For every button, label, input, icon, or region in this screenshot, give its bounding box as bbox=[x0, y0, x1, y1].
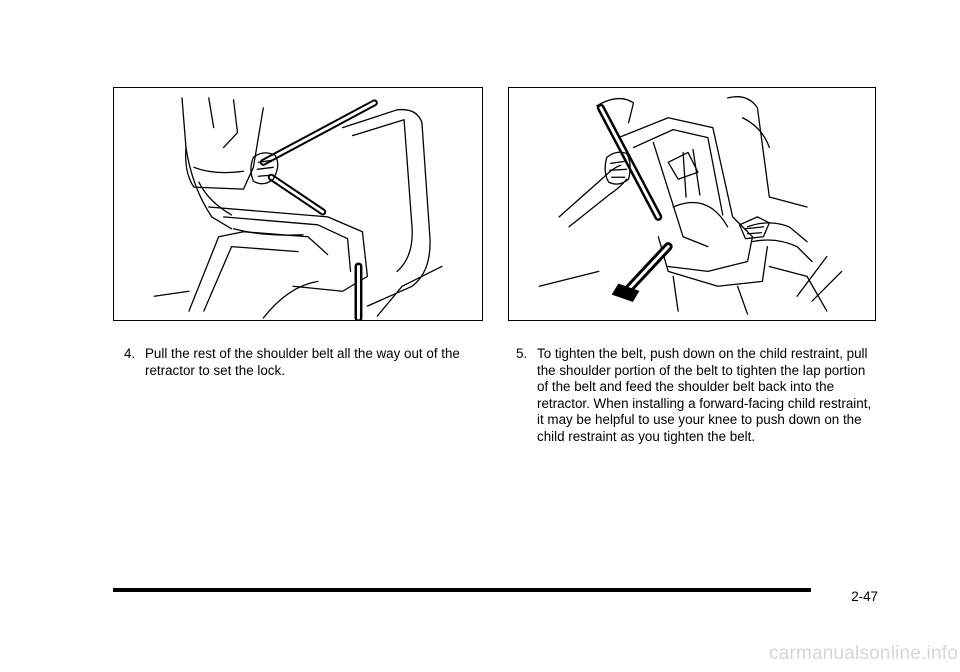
page-number: 2-47 bbox=[851, 589, 878, 604]
step-number: 5. bbox=[516, 346, 528, 361]
tighten-belt-illustration-icon bbox=[509, 88, 875, 320]
step-5 bbox=[516, 346, 876, 446]
step-number: 4. bbox=[124, 346, 136, 361]
step-4 bbox=[124, 346, 484, 379]
footer-rule bbox=[113, 588, 811, 592]
illustration-tighten-belt bbox=[508, 87, 876, 321]
illustration-pull-shoulder-belt bbox=[113, 87, 483, 321]
pull-shoulder-belt-illustration-icon bbox=[114, 88, 482, 320]
step-text: To tighten the belt, push down on the child restraint, pull the shoulder portion of the belt to tighten the lap portion of the belt and feed the shoulder belt back into the retractor. When installing a forward-facing child restraint, it may be helpful to use your knee to push down on the child restraint as you tighten the belt. bbox=[537, 346, 872, 444]
watermark: carmanualsonline.info bbox=[768, 643, 958, 664]
step-text: Pull the rest of the shoulder belt all the way out of the retractor to set the lock. bbox=[145, 346, 460, 378]
